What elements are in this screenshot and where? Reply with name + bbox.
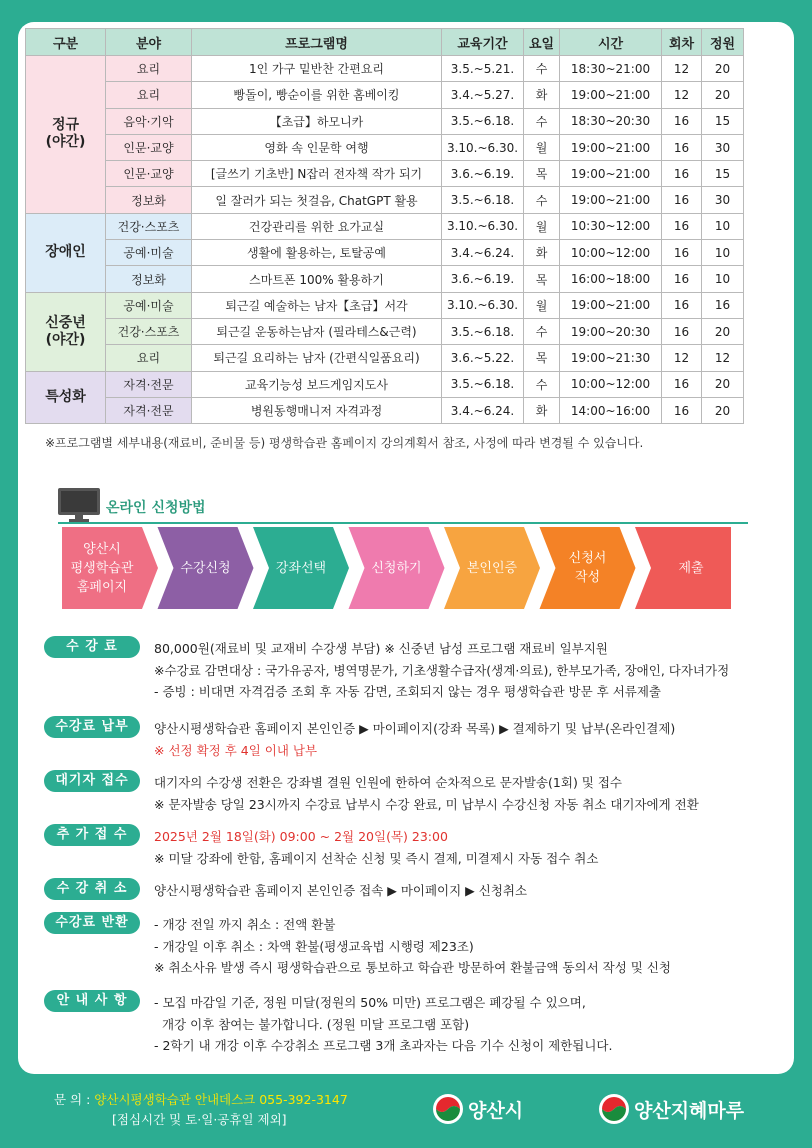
monitor-icon — [58, 488, 100, 522]
cell-capacity: 20 — [702, 82, 744, 108]
cell-capacity: 20 — [702, 56, 744, 82]
table-row — [26, 108, 744, 134]
cell-program: 1인 가구 밑반찬 간편요리 — [192, 56, 442, 82]
cell-capacity: 15 — [702, 161, 744, 187]
cell-time: 18:30~21:00 — [560, 56, 662, 82]
cell-day: 월 — [524, 292, 560, 318]
cell-day: 수 — [524, 371, 560, 397]
cell-sessions: 16 — [662, 240, 702, 266]
cell-program: 일 잘러가 되는 첫걸음, ChatGPT 활용 — [192, 187, 442, 213]
cell-sessions: 12 — [662, 345, 702, 371]
footer-label: 문 의 : — [54, 1092, 95, 1107]
table-row — [26, 397, 744, 423]
cell-day: 목 — [524, 161, 560, 187]
cell-field: 인문·교양 — [106, 161, 192, 187]
cell-day: 수 — [524, 108, 560, 134]
info-line: 양산시평생학습관 홈페이지 본인인증 ▶ 마이페이지(강좌 목록) ▶ 결제하기 및 납부(온라인결제) — [154, 721, 676, 736]
info-line: 양산시평생학습관 홈페이지 본인인증 접속 ▶ 마이페이지 ▶ 신청취소 — [154, 883, 528, 898]
cell-day: 수 — [524, 56, 560, 82]
header-time: 시간 — [560, 29, 662, 56]
cell-time: 10:30~12:00 — [560, 213, 662, 239]
cell-field: 요리 — [106, 56, 192, 82]
cell-sessions: 16 — [662, 397, 702, 423]
cell-capacity: 10 — [702, 213, 744, 239]
cell-capacity: 15 — [702, 108, 744, 134]
header-category: 구분 — [26, 29, 106, 56]
flow-step-label — [269, 527, 333, 609]
yangsan-jihyemaru-logo — [598, 1093, 744, 1125]
cell-time: 14:00~16:00 — [560, 397, 662, 423]
info-line: - 개강일 이후 취소 : 차액 환불(평생교육법 시행령 제23조) — [154, 938, 474, 954]
cell-field: 자격·전문 — [106, 397, 192, 423]
cell-period: 3.10.~6.30. — [442, 134, 524, 160]
cell-period: 3.4.~5.27. — [442, 82, 524, 108]
group-name: 특성화 — [26, 371, 106, 424]
cell-program: 스마트폰 100% 활용하기 — [192, 266, 442, 292]
table-row — [26, 266, 744, 292]
cell-program: [글쓰기 기초반] N잡러 전자책 작가 되기 — [192, 161, 442, 187]
cell-program: 퇴근길 예술하는 남자【초급】서각 — [192, 292, 442, 318]
cell-period: 3.6.~6.19. — [442, 161, 524, 187]
cell-sessions: 16 — [662, 161, 702, 187]
flow-step-label — [174, 527, 238, 609]
info-lines — [154, 992, 612, 1057]
cell-day: 화 — [524, 240, 560, 266]
cell-sessions: 16 — [662, 108, 702, 134]
cell-field: 건강·스포츠 — [106, 213, 192, 239]
info-line: - 개강 전일 까지 취소 : 전액 환불 — [154, 917, 336, 932]
cell-sessions: 16 — [662, 134, 702, 160]
table-row — [26, 56, 744, 82]
header-day: 요일 — [524, 29, 560, 56]
flow-step-label — [365, 527, 429, 609]
header-program: 프로그램명 — [192, 29, 442, 56]
cell-field: 요리 — [106, 82, 192, 108]
cell-period: 3.5.~6.18. — [442, 318, 524, 344]
cell-period: 3.4.~6.24. — [442, 397, 524, 423]
cell-day: 목 — [524, 266, 560, 292]
cell-time: 19:00~21:00 — [560, 292, 662, 318]
flow-step-label — [460, 527, 524, 609]
cell-day: 화 — [524, 397, 560, 423]
cell-field: 정보화 — [106, 187, 192, 213]
cell-period: 3.4.~6.24. — [442, 240, 524, 266]
flow-step-text: 신청하기 — [371, 560, 422, 576]
cell-period: 3.6.~5.22. — [442, 345, 524, 371]
cell-time: 19:00~21:00 — [560, 161, 662, 187]
cell-program: 교육기능성 보드게임지도사 — [192, 371, 442, 397]
cell-field: 공예·미술 — [106, 292, 192, 318]
info-line: - 증빙 : 비대면 자격검증 조회 후 자동 감면, 조회되지 않는 경우 평생학습관 방문 후 서류제출 — [154, 684, 661, 699]
cell-field: 정보화 — [106, 266, 192, 292]
yangsan-city-logo — [432, 1093, 523, 1125]
flow-step-text: 제출 — [678, 560, 704, 576]
info-label-badge: 수강료 납부 — [44, 716, 140, 738]
flow-step-label — [62, 527, 142, 609]
cell-period: 3.5.~6.18. — [442, 371, 524, 397]
divider — [58, 522, 748, 524]
cell-field: 공예·미술 — [106, 240, 192, 266]
flow-step-text: 강좌선택 — [275, 560, 327, 576]
cell-time: 10:00~12:00 — [560, 371, 662, 397]
cell-period: 3.5.~5.21. — [442, 56, 524, 82]
header-period: 교육기간 — [442, 29, 524, 56]
cell-capacity: 10 — [702, 266, 744, 292]
table-row — [26, 82, 744, 108]
info-label-badge: 수강료 반환 — [44, 912, 140, 934]
table-row — [26, 371, 744, 397]
table-row — [26, 318, 744, 344]
application-flow — [62, 527, 732, 609]
cell-capacity: 10 — [702, 240, 744, 266]
table-row — [26, 292, 744, 318]
cell-period: 3.10.~6.30. — [442, 292, 524, 318]
cell-sessions: 16 — [662, 266, 702, 292]
cell-sessions: 16 — [662, 292, 702, 318]
cell-sessions: 16 — [662, 371, 702, 397]
cell-field: 인문·교양 — [106, 134, 192, 160]
flow-step-text: 본인인증 — [466, 560, 518, 576]
cell-program: 빵돌이, 빵순이를 위한 홈베이킹 — [192, 82, 442, 108]
footer-contact-text: 양산시평생학습관 안내데스크 055-392-3147 — [94, 1092, 348, 1107]
cell-sessions: 12 — [662, 56, 702, 82]
cell-period: 3.5.~6.18. — [442, 108, 524, 134]
cell-day: 화 — [524, 82, 560, 108]
cell-day: 월 — [524, 213, 560, 239]
table-row — [26, 134, 744, 160]
cell-sessions: 16 — [662, 187, 702, 213]
cell-sessions: 12 — [662, 82, 702, 108]
cell-program: 건강관리를 위한 요가교실 — [192, 213, 442, 239]
jihyemaru-logo-icon — [598, 1093, 630, 1125]
cell-day: 월 — [524, 134, 560, 160]
cell-capacity: 20 — [702, 397, 744, 423]
info-line: ※ 취소사유 발생 즉시 평생학습관으로 통보하고 학습관 방문하여 환불금액 동의서 작성 및 신청 — [154, 960, 672, 975]
info-line: 대기자의 수강생 전환은 강좌별 결원 인원에 한하여 순차적으로 문자발송(1회) 및 접수 — [154, 775, 622, 790]
footer-contact — [54, 1090, 348, 1130]
table-header-row — [26, 29, 744, 56]
info-line: ※ 문자발송 당일 23시까지 수강료 납부시 수강 완료, 미 납부시 수강신청 자동 취소 대기자에게 전환 — [154, 796, 699, 812]
cell-capacity: 20 — [702, 371, 744, 397]
info-lines — [154, 718, 675, 761]
info-line: ※ 미달 강좌에 한함, 홈페이지 선착순 신청 및 즉시 결제, 미결제시 자동 접수 취소 — [154, 850, 599, 866]
cell-program: 퇴근길 요리하는 남자 (간편식일품요리) — [192, 345, 442, 371]
table-note: ※프로그램별 세부내용(재료비, 준비물 등) 평생학습관 홈페이지 강의계획서 참조, 사정에 따라 변경될 수 있습니다. — [45, 436, 644, 450]
cell-time: 19:00~21:00 — [560, 134, 662, 160]
cell-time: 10:00~12:00 — [560, 240, 662, 266]
info-line: 2025년 2월 18일(화) 09:00 ~ 2월 20일(목) 23:00 — [154, 829, 448, 844]
online-title-text: 온라인 신청방법 — [106, 500, 206, 516]
logo2-text: 양산지혜마루 — [634, 1099, 745, 1122]
info-lines — [154, 914, 671, 979]
info-line: 80,000원(재료비 및 교재비 수강생 부담) ※ 신중년 남성 프로그램 재료비 일부지원 — [154, 641, 608, 656]
cell-period: 3.6.~6.19. — [442, 266, 524, 292]
info-lines — [154, 826, 598, 869]
cell-day: 수 — [524, 318, 560, 344]
cell-program: 생활에 활용하는, 토탈공예 — [192, 240, 442, 266]
info-line: 개강 이후 참여는 불가합니다. (정원 미달 프로그램 포함) — [154, 1016, 470, 1032]
cell-capacity: 30 — [702, 187, 744, 213]
group-name: 정규 (야간) — [26, 56, 106, 214]
info-label-badge: 안 내 사 항 — [44, 990, 140, 1012]
cell-field: 건강·스포츠 — [106, 318, 192, 344]
table-row — [26, 240, 744, 266]
cell-field: 자격·전문 — [106, 371, 192, 397]
cell-program: 퇴근길 운동하는남자 (필라테스&근력) — [192, 318, 442, 344]
program-table — [25, 28, 744, 424]
cell-sessions: 16 — [662, 213, 702, 239]
info-line: ※ 선정 확정 후 4일 이내 납부 — [154, 742, 318, 758]
footer-hours: [점심시간 및 토·일·공휴일 제외] — [112, 1112, 287, 1127]
cell-period: 3.10.~6.30. — [442, 213, 524, 239]
cell-capacity: 12 — [702, 345, 744, 371]
group-name: 장애인 — [26, 213, 106, 292]
cell-time: 19:00~20:30 — [560, 318, 662, 344]
yangsan-logo-icon — [432, 1093, 464, 1125]
info-lines — [154, 638, 729, 703]
info-line: - 모집 마감일 기준, 정원 미달(정원의 50% 미만) 프로그램은 폐강될 수 있으며, — [154, 995, 586, 1010]
cell-field: 음악·기악 — [106, 108, 192, 134]
flow-step-text: 수강신청 — [180, 560, 231, 576]
cell-capacity: 30 — [702, 134, 744, 160]
info-label-badge: 수 강 취 소 — [44, 878, 140, 900]
info-label-badge: 대기자 접수 — [44, 770, 140, 792]
info-label-badge: 추 가 접 수 — [44, 824, 140, 846]
online-section-title — [58, 488, 206, 522]
cell-program: 영화 속 인문학 여행 — [192, 134, 442, 160]
logo1-text: 양산시 — [468, 1099, 524, 1122]
cell-day: 수 — [524, 187, 560, 213]
cell-capacity: 16 — [702, 292, 744, 318]
header-sessions: 회차 — [662, 29, 702, 56]
table-row — [26, 213, 744, 239]
flow-step-text: 신청서 작성 — [568, 551, 607, 585]
flow-step-text: 양산시 평생학습관 홈페이지 — [70, 541, 134, 595]
cell-day: 목 — [524, 345, 560, 371]
cell-time: 19:00~21:00 — [560, 82, 662, 108]
info-label-badge: 수 강 료 — [44, 636, 140, 658]
table-row — [26, 187, 744, 213]
info-lines — [154, 880, 527, 902]
info-lines — [154, 772, 699, 815]
group-name: 신중년 (야간) — [26, 292, 106, 371]
header-field: 분야 — [106, 29, 192, 56]
cell-program: 병원동행매니저 자격과정 — [192, 397, 442, 423]
cell-time: 16:00~18:00 — [560, 266, 662, 292]
header-capacity: 정원 — [702, 29, 744, 56]
cell-time: 18:30~20:30 — [560, 108, 662, 134]
cell-capacity: 20 — [702, 318, 744, 344]
cell-sessions: 16 — [662, 318, 702, 344]
table-row — [26, 345, 744, 371]
flow-step-label — [651, 527, 731, 609]
cell-field: 요리 — [106, 345, 192, 371]
cell-period: 3.5.~6.18. — [442, 187, 524, 213]
info-line: ※수강료 감면대상 : 국가유공자, 병역명문가, 기초생활수급자(생계·의료), 한부모가족, 장애인, 다자녀가정 — [154, 662, 730, 678]
cell-program: 【초급】하모니카 — [192, 108, 442, 134]
cell-time: 19:00~21:30 — [560, 345, 662, 371]
cell-time: 19:00~21:00 — [560, 187, 662, 213]
flow-step-label — [556, 527, 620, 609]
info-line: - 2학기 내 개강 이후 수강취소 프로그램 3개 초과자는 다음 기수 신청이 제한됩니다. — [154, 1038, 613, 1053]
table-row — [26, 161, 744, 187]
